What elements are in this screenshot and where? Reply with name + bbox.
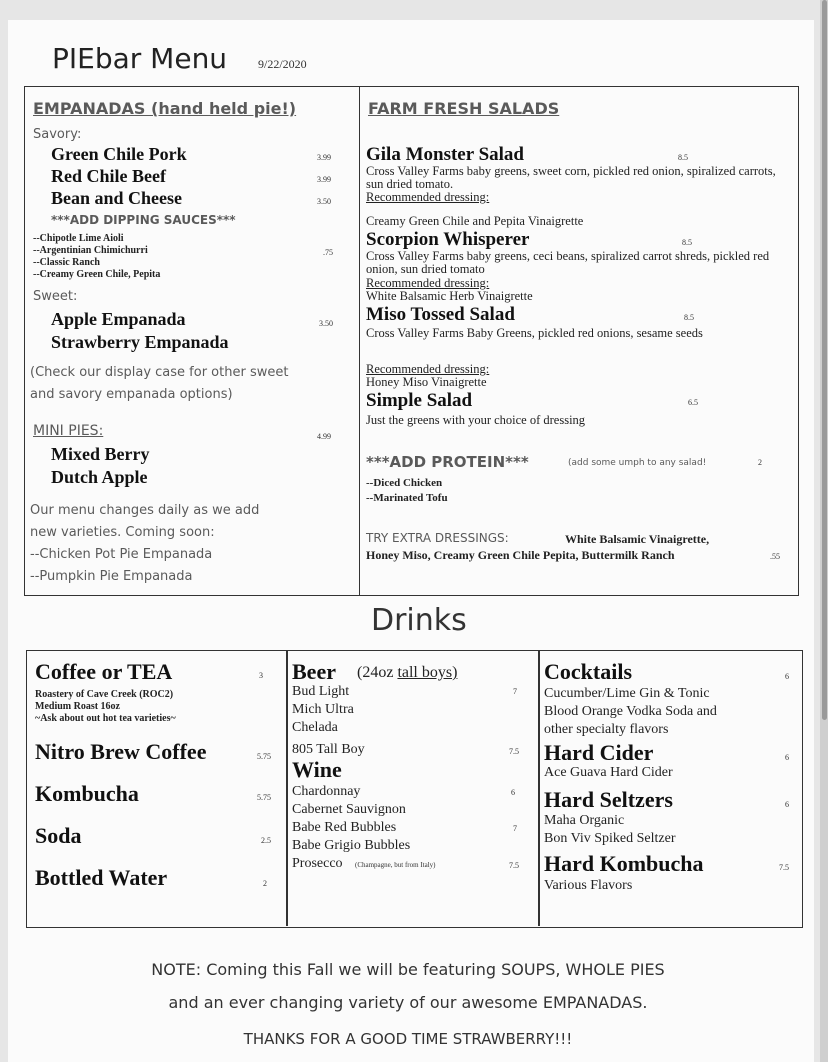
extra-dressings-label: TRY EXTRA DRESSINGS:: [366, 531, 509, 545]
salad-name: Simple Salad: [366, 390, 473, 411]
savory-item: Red Chile Beef: [51, 166, 166, 186]
salad-name: Miso Tossed Salad: [366, 304, 515, 325]
menu-page: [8, 20, 814, 1062]
salad-price: 8.5: [682, 238, 692, 247]
drink-line: Ace Guava Hard Cider: [544, 765, 673, 780]
drink-line: Maha Organic: [544, 813, 625, 828]
menu-note: --Chicken Pot Pie Empanada: [30, 547, 213, 562]
sauces-price: .75: [323, 248, 333, 257]
salad-rec-label: Recommended dressing:: [366, 276, 490, 290]
extra-dressings-price: .55: [770, 552, 780, 561]
drink-price: 6: [785, 800, 789, 809]
drink-line: Roastery of Cave Creek (ROC2): [35, 689, 174, 700]
salads-heading: FARM FRESH SALADS: [368, 99, 560, 118]
drink-line: Babe Grigio Bubbles: [292, 838, 411, 853]
drink-line: ~Ask about out hot tea varieties~: [35, 713, 176, 724]
salad-dressing: Creamy Green Chile and Pepita Vinaigrette: [366, 214, 584, 228]
drink-category: Bottled Water: [35, 865, 168, 890]
drink-price: 7: [513, 687, 517, 696]
mini-pies-heading: MINI PIES:: [33, 423, 104, 439]
drink-price: 6: [785, 753, 789, 762]
scrollbar-thumb[interactable]: [822, 0, 827, 720]
savory-price: 3.99: [317, 153, 331, 162]
footer-note: and an ever changing variety of our awesome EMPANADAS.: [168, 993, 648, 1012]
salad-desc: Cross Valley Farms baby greens, sweet corn, pickled red onion, spiralized carrots, sun dried tomato.: [366, 164, 776, 191]
drink-category: Wine: [292, 757, 342, 782]
drink-line: Prosecco: [292, 856, 343, 871]
drink-price: 7.5: [509, 747, 519, 756]
salad-price: 8.5: [684, 313, 694, 322]
menu-date: 9/22/2020: [258, 57, 307, 71]
drink-line: Chelada: [292, 720, 338, 735]
drink-category: Nitro Brew Coffee: [35, 739, 207, 764]
drink-line: Babe Red Bubbles: [292, 820, 397, 835]
drink-price: 5.75: [257, 793, 271, 802]
footer-thanks: THANKS FOR A GOOD TIME STRAWBERRY!!!: [243, 1030, 573, 1048]
drink-category: Soda: [35, 823, 82, 848]
drink-category: Cocktails: [544, 659, 632, 684]
salad-name: Scorpion Whisperer: [366, 229, 530, 250]
drink-price: 7.5: [509, 861, 519, 870]
drink-line: Cucumber/Lime Gin & Tonic: [544, 686, 710, 701]
salad-price: 8.5: [678, 153, 688, 162]
savory-item: Bean and Cheese: [51, 188, 183, 208]
savory-price: 3.99: [317, 175, 331, 184]
protein-item: --Diced Chicken: [366, 477, 443, 489]
protein-item: --Marinated Tofu: [366, 492, 448, 504]
drink-line: Chardonnay: [292, 784, 361, 799]
drink-line: Bon Viv Spiked Seltzer: [544, 831, 676, 846]
salad-rec-label: Recommended dressing:: [366, 362, 490, 376]
salad-name: Gila Monster Salad: [366, 144, 524, 165]
menu-title: PIEbar Menu: [52, 42, 228, 75]
drinks-divider: [538, 651, 540, 926]
salad-desc: Just the greens with your choice of dressing: [366, 413, 586, 427]
drink-line: Blood Orange Vodka Soda and: [544, 704, 717, 719]
sauce-item: --Argentinian Chimichurri: [33, 245, 148, 256]
extra-dressings-text: White Balsamic Vinaigrette,: [565, 532, 710, 546]
salad-dressing: White Balsamic Herb Vinaigrette: [366, 289, 533, 303]
mini-pie-item: Mixed Berry: [51, 444, 150, 464]
drink-price: 6: [785, 672, 789, 681]
menu-note: --Pumpkin Pie Empanada: [30, 569, 193, 584]
drink-price: 6: [511, 788, 515, 797]
salads-box: [359, 86, 799, 596]
salad-dressing: Honey Miso Vinaigrette: [366, 375, 487, 389]
drink-category: Hard Kombucha: [544, 851, 704, 876]
savory-label: Savory:: [33, 127, 82, 142]
drink-line: Medium Roast 16oz: [35, 701, 120, 712]
salad-desc: Cross Valley Farms Baby Greens, pickled red onions, sesame seeds: [366, 326, 703, 340]
beer-size: (24oz tall boys): [357, 664, 458, 681]
drinks-divider: [286, 651, 288, 926]
drink-note: (Champagne, but from Italy): [355, 861, 436, 869]
sweet-label: Sweet:: [33, 289, 78, 304]
drink-category: Hard Seltzers: [544, 787, 673, 812]
display-note: (Check our display case for other sweet: [30, 365, 289, 380]
drink-price: 5.75: [257, 752, 271, 761]
drink-line: Bud Light: [292, 684, 350, 699]
drink-category: Beer: [292, 659, 336, 684]
menu-note: new varieties. Coming soon:: [30, 525, 215, 540]
drink-line: 805 Tall Boy: [292, 742, 365, 757]
scrollbar[interactable]: [820, 0, 828, 1062]
empanadas-box: [24, 86, 360, 596]
drink-line: Cabernet Sauvignon: [292, 802, 406, 817]
sauce-item: --Creamy Green Chile, Pepita: [33, 269, 161, 280]
sauces-heading: ***ADD DIPPING SAUCES***: [51, 213, 236, 227]
sauce-item: --Classic Ranch: [33, 257, 100, 268]
drink-category: Kombucha: [35, 781, 139, 806]
sweet-item: Strawberry Empanada: [51, 332, 229, 352]
protein-heading: ***ADD PROTEIN***: [366, 453, 529, 471]
drink-line: Mich Ultra: [292, 702, 354, 717]
drink-category: Hard Cider: [544, 740, 654, 765]
salad-rec-label: Recommended dressing:: [366, 190, 490, 204]
salad-desc: Cross Valley Farms baby greens, ceci beans, spiralized carrot shreds, pickled red onion, sun dried tomato: [366, 249, 770, 276]
drink-category: Coffee or TEA: [35, 659, 173, 684]
display-note: and savory empanada options): [30, 387, 233, 402]
salad-price: 6.5: [688, 398, 698, 407]
drink-price: 3: [259, 671, 263, 680]
drinks-box: [26, 650, 803, 928]
drink-line: other specialty flavors: [544, 722, 669, 737]
mini-pie-item: Dutch Apple: [51, 467, 148, 487]
drink-price: 2: [263, 879, 267, 888]
savory-price: 3.50: [317, 197, 331, 206]
sauce-item: --Chipotle Lime Aioli: [33, 233, 124, 244]
drink-line: Various Flavors: [544, 878, 633, 893]
savory-item: Green Chile Pork: [51, 144, 187, 164]
sweet-price: 3.50: [319, 319, 333, 328]
drink-price: 7: [513, 824, 517, 833]
menu-note: Our menu changes daily as we add: [30, 503, 260, 518]
drink-price: 7.5: [779, 863, 789, 872]
footer-note: NOTE: Coming this Fall we will be featuring SOUPS, WHOLE PIES: [151, 960, 665, 979]
drinks-heading: Drinks: [371, 603, 467, 638]
extra-dressings-text: Honey Miso, Creamy Green Chile Pepita, Buttermilk Ranch: [366, 548, 675, 562]
protein-note: (add some umph to any salad!: [568, 458, 707, 468]
protein-price: 2: [758, 458, 762, 467]
sweet-item: Apple Empanada: [51, 309, 186, 329]
mini-pies-price: 4.99: [317, 432, 331, 441]
drink-price: 2.5: [261, 836, 271, 845]
empanadas-heading: EMPANADAS (hand held pie!): [33, 99, 297, 118]
